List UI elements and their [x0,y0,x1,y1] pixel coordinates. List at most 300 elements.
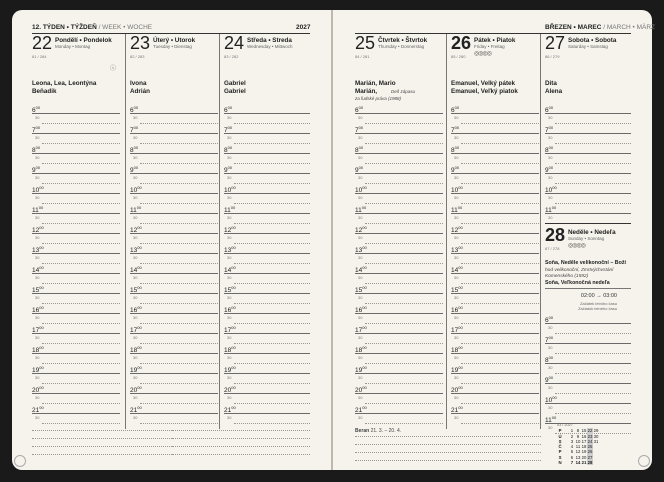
hour-label: $17^{00}$ [32,325,44,334]
day-header [130,34,218,64]
hour-slot[interactable] [451,224,539,244]
hour-slot[interactable] [224,344,310,364]
half-hour-label: 30 [358,235,363,240]
day-name: Pondělí • Pondelok [55,37,112,44]
hour-line [355,193,443,194]
hour-slot[interactable] [355,344,443,364]
hour-slot[interactable] [32,264,120,284]
week-label: 12. TÝDEN • TÝŽDEŇ / WEEK • WOCHE [32,24,153,31]
hour-slot[interactable] [130,344,218,364]
hour-slot[interactable] [224,184,310,204]
hour-label: $10^{00}$ [451,185,463,194]
hour-label: $6^{00}$ [545,105,554,114]
half-hour-label: 30 [35,395,40,400]
hour-line [451,113,539,114]
day-name-en: Sunday • Sonntag [568,236,605,241]
hour-line [224,273,310,274]
hour-slot[interactable] [451,104,539,124]
notes-line[interactable] [172,438,310,439]
notes-line[interactable] [355,452,541,453]
half-hour-label: 30 [227,395,232,400]
hour-line [355,333,443,334]
half-hour-label: 30 [227,195,232,200]
hour-slot[interactable] [130,224,218,244]
half-hour-label: 30 [548,175,553,180]
hour-label: $8^{00}$ [32,145,41,154]
hour-slot[interactable] [32,304,120,324]
day-name: Pátek • Piatok [474,37,516,44]
day-name: Neděle • Nedeľa [568,229,616,236]
hour-slot[interactable] [451,304,539,324]
half-hour-label: 30 [227,295,232,300]
hour-slot[interactable] [355,124,443,144]
hour-slot[interactable] [355,324,443,344]
hour-slot[interactable] [224,264,310,284]
mini-calendar-day: 26 [587,449,593,455]
day-name-en: Monday • Montag [55,44,91,49]
hour-slot[interactable] [545,314,631,334]
half-hour-label: 30 [35,275,40,280]
mini-calendar-day: 28 [587,460,593,466]
moon-phase-icon: ◎◎◎◎ [474,51,491,57]
day-count: 83 / 282 [224,54,239,59]
hour-label: $10^{00}$ [224,185,236,194]
mini-calendar-day: 23 [587,433,593,439]
day-count: 82 / 283 [130,54,145,59]
half-hour-label: 30 [35,315,40,320]
half-hour-label: 30 [454,295,459,300]
half-hour-label: 30 [227,355,232,360]
half-hour-label: 30 [548,115,553,120]
hour-slot[interactable] [224,404,310,424]
half-hour-label: 30 [133,315,138,320]
half-hour-label: 30 [133,155,138,160]
hour-label: $16^{00}$ [451,305,463,314]
half-hour-label: 30 [227,315,232,320]
hour-slot[interactable] [224,224,310,244]
hour-slot[interactable] [130,284,218,304]
half-hour-label: 30 [358,155,363,160]
hour-slot[interactable] [451,124,539,144]
day-header [32,34,120,64]
month-label: BŘEZEN • MAREC / MARCH • MÄRZ [545,24,656,31]
hour-label: $12^{00}$ [355,225,367,234]
hour-slot[interactable] [355,164,443,184]
hour-slot[interactable] [32,224,120,244]
hour-line [224,373,310,374]
hour-line [355,413,443,414]
hour-line [355,393,443,394]
hour-label: $14^{00}$ [130,265,142,274]
hour-label: $10^{00}$ [355,185,367,194]
mini-calendar-weekday: Č [558,444,562,450]
half-hour-label: 30 [548,135,553,140]
hour-line [130,373,218,374]
hour-slot[interactable] [355,224,443,244]
mini-calendar-day: 22 [587,428,593,434]
hour-slot[interactable] [451,244,539,264]
hour-slot[interactable] [451,264,539,284]
hour-line [224,333,310,334]
hour-label: $8^{00}$ [130,145,139,154]
half-hour-label: 30 [548,425,553,430]
hour-line [32,133,120,134]
hour-slot[interactable] [130,124,218,144]
half-hour-line [42,423,120,424]
sunday-text: Soňa, Neděle velikonoční – Boží [545,260,626,266]
half-hour-label: 30 [454,255,459,260]
hour-slot[interactable] [130,364,218,384]
hour-label: $20^{00}$ [355,385,367,394]
hour-label: $9^{00}$ [32,165,41,174]
hour-line [32,313,120,314]
half-hour-label: 30 [227,255,232,260]
hour-slot[interactable] [451,404,539,424]
page-corner [638,455,650,467]
hour-label: $9^{00}$ [224,165,233,174]
hour-slot[interactable] [355,244,443,264]
half-hour-label: 30 [227,215,232,220]
half-hour-line [461,423,539,424]
hour-line [32,333,120,334]
name-day: Gabriel [224,88,246,95]
name-day: Emanuel, Veľký piatok [451,88,518,95]
notes-line[interactable] [355,436,541,437]
half-hour-label: 30 [548,155,553,160]
day-number: 25 [355,33,376,53]
hour-slot[interactable] [355,264,443,284]
hour-line [451,193,539,194]
hour-slot[interactable] [355,384,443,404]
hour-line [451,173,539,174]
hour-line [545,343,631,344]
hour-slot[interactable] [32,124,120,144]
half-hour-label: 30 [227,155,232,160]
hour-slot[interactable] [355,204,443,224]
name-day: Beňadik [32,88,57,95]
hour-line [32,273,120,274]
hour-slot[interactable] [224,324,310,344]
half-hour-label: 30 [133,355,138,360]
hour-slot[interactable] [32,284,120,304]
hour-slot[interactable] [130,324,218,344]
hour-slot[interactable] [451,384,539,404]
hour-slot[interactable] [224,364,310,384]
hour-slot[interactable] [451,364,539,384]
hour-slot[interactable] [224,124,310,144]
hour-slot[interactable] [224,304,310,324]
hour-label: $8^{00}$ [224,145,233,154]
hour-label: $20^{00}$ [451,385,463,394]
hour-label: $15^{00}$ [224,285,236,294]
hour-label: $11^{00}$ [545,205,557,214]
hour-slot[interactable] [130,304,218,324]
hour-slot[interactable] [130,384,218,404]
hour-label: $13^{00}$ [130,245,142,254]
hour-slot[interactable] [32,144,120,164]
hour-slot[interactable] [32,184,120,204]
notes-line[interactable] [32,438,172,439]
hour-line [224,193,310,194]
hour-slot[interactable] [545,374,631,394]
hour-line [451,213,539,214]
hour-slot[interactable] [130,404,218,424]
half-hour-label: 30 [454,135,459,140]
hour-slot[interactable] [32,384,120,404]
half-hour-label: 30 [454,315,459,320]
day-header [451,34,539,64]
hour-line [130,313,218,314]
hour-label: $17^{00}$ [130,325,142,334]
hour-slot[interactable] [130,164,218,184]
notes-line[interactable] [172,446,310,447]
hour-slot[interactable] [451,204,539,224]
hour-label: $12^{00}$ [451,225,463,234]
half-hour-label: 30 [548,325,553,330]
hour-slot[interactable] [545,354,631,374]
half-hour-label: 30 [454,215,459,220]
half-hour-label: 30 [227,335,232,340]
notes-line[interactable] [32,430,172,431]
hour-slot[interactable] [451,284,539,304]
hour-line [130,133,218,134]
hour-slot[interactable] [130,104,218,124]
day-name: Středa • Streda [247,37,292,44]
half-hour-label: 30 [227,135,232,140]
hour-line [355,133,443,134]
hour-line [355,373,443,374]
hour-slot[interactable] [355,184,443,204]
day-name-en: Saturday • Samstag [568,44,608,49]
hour-slot[interactable] [32,164,120,184]
hour-slot[interactable] [32,344,120,364]
notes-line[interactable] [355,444,541,445]
hour-label: $21^{00}$ [224,405,236,414]
notes-line[interactable] [32,446,172,447]
hour-slot[interactable] [224,164,310,184]
half-hour-label: 30 [454,235,459,240]
hour-line [545,323,631,324]
hour-line [32,113,120,114]
hour-label: $6^{00}$ [545,315,554,324]
name-day: Adrián [130,88,150,95]
hour-line [130,413,218,414]
mini-calendar-day: 3 [570,438,574,444]
half-hour-label: 30 [35,235,40,240]
hour-slot[interactable] [545,394,631,414]
hour-slot[interactable] [355,404,443,424]
notes-line[interactable] [355,460,541,461]
hour-slot[interactable] [224,144,310,164]
hour-label: $13^{00}$ [224,245,236,254]
name-day: Marián, Mario [355,80,396,87]
hour-label: $7^{00}$ [130,125,139,134]
hour-label: $15^{00}$ [32,285,44,294]
hour-line [130,113,218,114]
half-hour-label: 30 [548,215,553,220]
day-count: 81 / 284 [32,54,47,59]
mini-calendar-weekday: N [558,460,562,466]
hour-line [130,213,218,214]
half-hour-label: 30 [358,335,363,340]
half-hour-label: 30 [454,375,459,380]
half-hour-label: 30 [454,195,459,200]
hour-label: $9^{00}$ [355,165,364,174]
hour-label: $20^{00}$ [130,385,142,394]
hour-label: $6^{00}$ [355,105,364,114]
hour-line [130,193,218,194]
mini-calendar-day: 19 [581,449,587,455]
mini-calendar-day: 1 [570,428,574,434]
hour-label: $10^{00}$ [545,185,557,194]
hour-slot[interactable] [355,364,443,384]
hour-label: $6^{00}$ [32,105,41,114]
hour-slot[interactable] [355,104,443,124]
hour-label: $11^{00}$ [32,205,44,214]
mini-calendar-day: 24 [587,438,593,444]
hour-slot[interactable] [451,344,539,364]
hour-slot[interactable] [130,184,218,204]
day-count: 85 / 280 [451,54,466,59]
hour-line [451,133,539,134]
hour-label: $6^{00}$ [224,105,233,114]
hour-line [32,253,120,254]
hour-label: $11^{00}$ [130,205,142,214]
hour-slot[interactable] [32,244,120,264]
day-number: 28 [545,225,566,245]
hour-slot[interactable] [130,264,218,284]
half-hour-label: 30 [35,295,40,300]
hour-label: $19^{00}$ [32,365,44,374]
half-hour-line [234,423,310,424]
hour-line [130,153,218,154]
notes-line[interactable] [32,454,172,455]
hour-slot[interactable] [224,244,310,264]
hour-line [224,173,310,174]
name-day: Gabriel [224,80,246,87]
hour-label: $17^{00}$ [355,325,367,334]
mini-calendar-weekday: S [558,454,562,460]
name-day: Marián, [355,88,378,95]
day-column [355,34,443,429]
hour-slot[interactable] [451,144,539,164]
day-name-en: Thursday • Donnerstag [378,44,425,49]
hour-label: $13^{00}$ [355,245,367,254]
half-hour-label: 30 [358,175,363,180]
half-hour-label: 30 [35,155,40,160]
mini-calendar-day: 25 [587,444,593,450]
half-hour-label: 30 [358,395,363,400]
hour-line [224,133,310,134]
hour-slot[interactable] [224,204,310,224]
hour-label: $16^{00}$ [224,305,236,314]
info-icon: ⓘ [109,66,116,72]
hour-slot[interactable] [130,144,218,164]
hour-label: $6^{00}$ [451,105,460,114]
hour-label: $10^{00}$ [545,395,557,404]
hour-label: $17^{00}$ [224,325,236,334]
half-hour-label: 30 [454,395,459,400]
notes-line[interactable] [172,454,310,455]
mini-calendar-day: 7 [570,460,574,466]
hour-slot[interactable] [224,104,310,124]
left-page [12,10,331,470]
hour-slot[interactable] [224,284,310,304]
notes-line[interactable] [172,430,310,431]
hour-slot[interactable] [355,284,443,304]
hour-slot[interactable] [32,364,120,384]
hour-slot[interactable] [224,384,310,404]
mini-calendar-day: 14 [575,460,581,466]
half-hour-line [140,423,218,424]
day-number: 27 [545,33,566,53]
hour-slot[interactable] [451,184,539,204]
mini-calendar-day: 27 [587,454,593,460]
hour-slot[interactable] [451,164,539,184]
half-hour-label: 30 [133,275,138,280]
hour-line [451,273,539,274]
hour-line [32,233,120,234]
hour-label: $18^{00}$ [130,345,142,354]
hour-line [32,393,120,394]
hour-label: $16^{00}$ [130,305,142,314]
hour-slot[interactable] [355,144,443,164]
hour-label: $7^{00}$ [224,125,233,134]
hour-line [130,173,218,174]
sunday-text: hod velikonoční, Zmrtvýchvstání [545,267,614,273]
half-hour-label: 30 [133,135,138,140]
hour-line [32,353,120,354]
hour-slot[interactable] [32,404,120,424]
hour-label: $11^{00}$ [224,205,236,214]
day-column [224,34,310,429]
day-count: 87 / 278 [545,246,560,251]
hour-slot[interactable] [130,204,218,224]
hour-slot[interactable] [130,244,218,264]
name-day: Emanuel, Velký pátek [451,80,516,87]
hour-line [224,113,310,114]
hour-slot[interactable] [451,324,539,344]
hour-label: $8^{00}$ [451,145,460,154]
hour-label: $7^{00}$ [545,335,554,344]
hour-slot[interactable] [32,104,120,124]
hour-label: $7^{00}$ [545,125,554,134]
hour-slot[interactable] [355,304,443,324]
planner-spread [12,10,656,472]
half-hour-label: 30 [35,215,40,220]
mini-calendar-day: 10 [575,438,581,444]
mini-calendar-day: 20 [581,454,587,460]
column-divider [125,34,126,429]
half-hour-label: 30 [35,135,40,140]
hour-slot[interactable] [32,204,120,224]
hour-label: $14^{00}$ [224,265,236,274]
half-hour-label: 30 [133,375,138,380]
mini-calendar-day: 30 [593,433,599,439]
hour-line [32,153,120,154]
hour-label: $11^{00}$ [451,205,463,214]
day-name-en: Friday • Freitag [474,44,505,49]
hour-line [224,153,310,154]
day-number: 26 [451,33,472,53]
hour-slot[interactable] [32,324,120,344]
hour-label: $12^{00}$ [32,225,44,234]
half-hour-label: 30 [227,175,232,180]
hour-slot[interactable] [545,334,631,354]
hour-line [130,233,218,234]
column-divider [540,34,541,429]
mini-calendar-weekday: P [558,428,562,434]
